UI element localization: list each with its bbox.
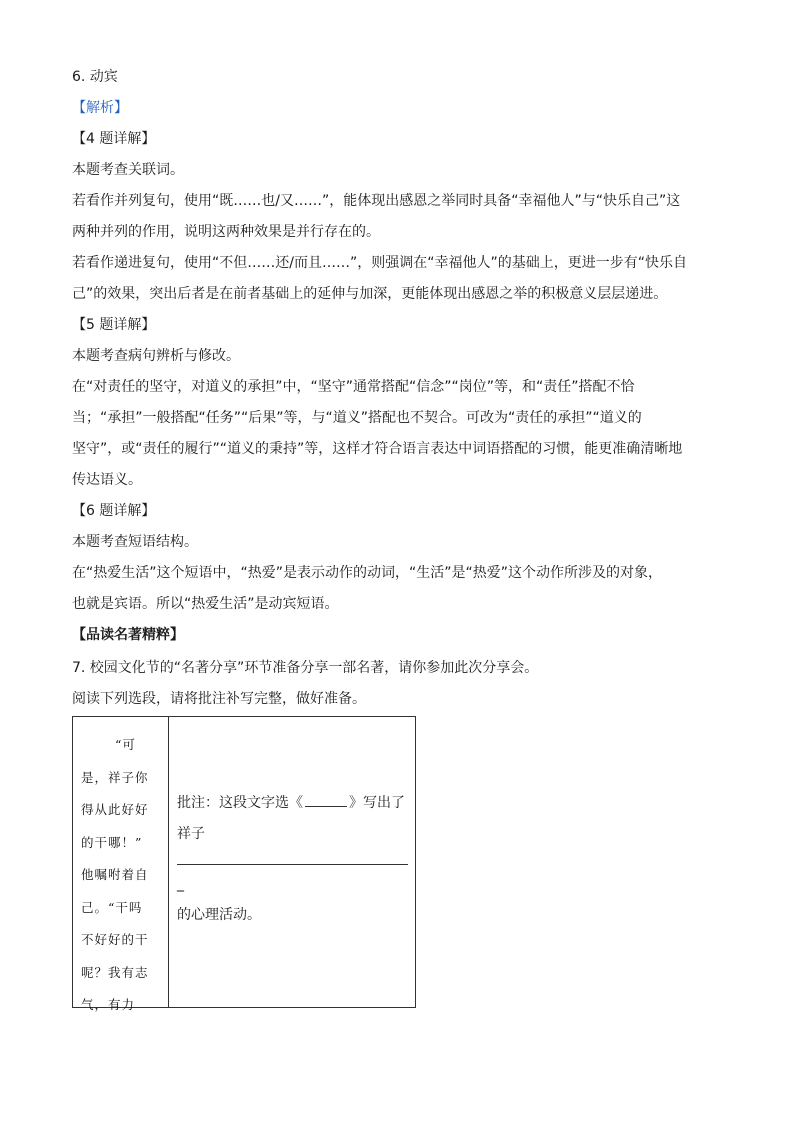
q5-heading: 【5 题详解】	[72, 317, 156, 333]
annotation-line-1	[177, 788, 409, 819]
table-divider	[168, 717, 169, 1007]
answer-6: 6. 动宾	[72, 69, 118, 85]
annotation-table	[72, 716, 416, 1012]
q6-topic: 本题考查短语结构。	[72, 534, 198, 550]
answer-underscore: _	[177, 876, 184, 892]
q5-text-1: 在“对责任的坚守，对道义的承担”中，“坚守”通常搭配“信念”“岗位”等，和“责任”搭配不恰	[72, 379, 635, 395]
q6-heading: 【6 题详解】	[72, 503, 156, 519]
q4-text-1: 若看作并列复句，使用“既……也/又……”，能体现出感恩之举同时具备“幸福他人”与“快乐自己”这	[72, 193, 681, 209]
q5-topic: 本题考查病句辨析与修改。	[72, 348, 240, 364]
q7-prompt: 7. 校园文化节的“名著分享”环节准备分享一部名著，请你参加此次分享会。	[72, 660, 539, 676]
annotation-cell	[177, 788, 409, 931]
q4-topic: 本题考查关联词。	[72, 162, 184, 178]
q4-heading: 【4 题详解】	[72, 131, 156, 147]
q4-text-4: 己”的效果，突出后者是在前者基础上的延伸与加深，更能体现出感恩之举的积极意义层层递进。	[72, 286, 668, 302]
q5-text-2: 当；“承担”一般搭配“任务”“后果”等，与“道义”搭配也不契合。可改为“责任的承担”“道义的	[72, 410, 642, 426]
excerpt-line: 呢？我有志	[81, 964, 149, 980]
excerpt-cell	[81, 729, 159, 1022]
annotation-line-2: 祥子	[177, 826, 205, 842]
q6-text-2: 也就是宾语。所以“热爱生活”是动宾短语。	[72, 596, 339, 612]
annotation-label: 批注：这段文字选《	[177, 795, 303, 811]
section-heading: 【品读名著精粹】	[72, 627, 184, 643]
answer-blank-line[interactable]	[177, 864, 408, 865]
excerpt-line: 不好好的干	[81, 932, 149, 947]
excerpt-line: 得从此好好	[81, 802, 149, 817]
book-title-blank[interactable]	[305, 792, 347, 807]
excerpt-line: 是，祥子你	[81, 769, 149, 785]
analysis-heading: 【解析】	[72, 100, 128, 116]
q6-text-1: 在“热爱生活”这个短语中，“热爱”是表示动作的动词，“生活”是“热爱”这个动作所涉及的对象，	[72, 565, 663, 581]
q4-text-3: 若看作递进复句，使用“不但……还/而且……”，则强调在“幸福他人”的基础上，更进一步有“快乐自	[72, 255, 687, 271]
excerpt-line: “可	[115, 737, 136, 752]
q4-text-2: 两种并列的作用，说明这两种效果是并行存在的。	[72, 224, 380, 240]
excerpt-line: 己。“干吗	[81, 899, 143, 915]
q5-text-3: 坚守”，或“责任的履行”“道义的秉持”等，这样才符合语言表达中词语搭配的习惯，能更准确清晰地	[72, 441, 683, 457]
q5-text-4: 传达语义。	[72, 472, 142, 488]
q7-instruction: 阅读下列选段，请将批注补写完整，做好准备。	[72, 691, 366, 707]
excerpt-line: 的干哪！”	[81, 834, 143, 850]
excerpt-line: 他嘱咐着自	[81, 867, 149, 882]
annotation-label-tail: 》写出了	[349, 795, 405, 811]
annotation-line-4: 的心理活动。	[177, 907, 261, 923]
excerpt-line: 气，有力	[81, 997, 136, 1012]
